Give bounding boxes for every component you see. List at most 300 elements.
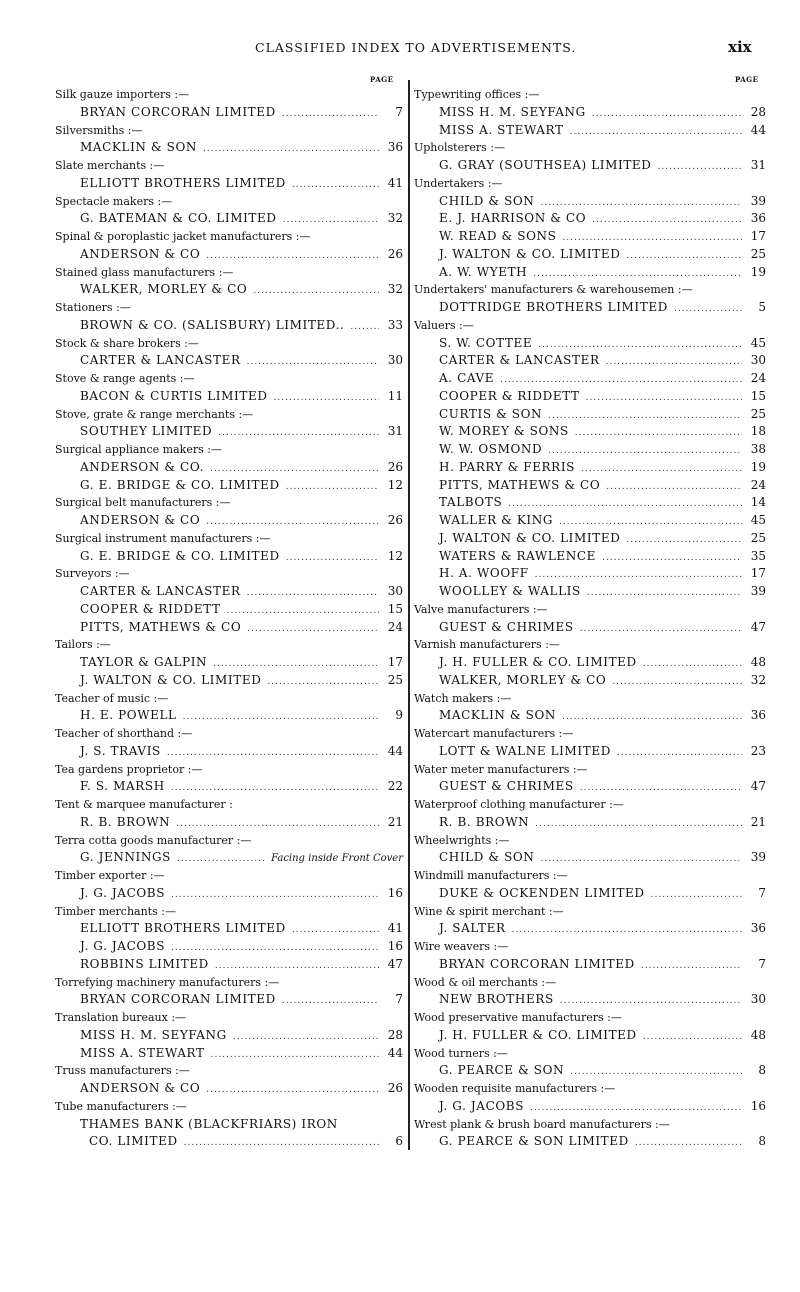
page-reference: 31: [387, 424, 403, 439]
page-reference: 48: [750, 1027, 766, 1042]
index-section: [414, 832, 766, 868]
advertiser-name: A. W. WYETH: [439, 264, 528, 279]
advertiser-name: H. E. POWELL: [80, 708, 177, 723]
index-section: [55, 903, 403, 974]
page-reference: 25: [387, 672, 403, 687]
advertiser-name: J. WALTON & CO. LIMITED: [439, 530, 621, 545]
dot-leader: [183, 709, 379, 727]
advertiser-name: J. G. JACOBS: [439, 1098, 525, 1113]
page-reference: 47: [750, 619, 766, 634]
dot-leader: [177, 851, 265, 869]
index-entry: [55, 743, 403, 761]
section-heading: Stock & share brokers :—: [55, 336, 199, 350]
advertiser-name: J. WALTON & CO. LIMITED: [80, 672, 262, 687]
index-entry: [414, 299, 766, 317]
page-reference: 7: [758, 956, 766, 971]
page-reference: 36: [387, 140, 403, 155]
index-section: [414, 725, 766, 761]
page-reference: 7: [395, 104, 403, 119]
dot-leader: [602, 550, 742, 568]
page-reference: 30: [750, 992, 766, 1007]
page-reference: 26: [387, 1081, 403, 1095]
index-entry: [414, 370, 766, 388]
advertiser-name: G. E. BRIDGE & CO. LIMITED: [80, 548, 280, 563]
index-section: [414, 974, 766, 1010]
index-entry: [55, 477, 403, 495]
dot-leader: [562, 709, 742, 727]
index-entry: [414, 494, 766, 512]
section-heading: Silk gauze importers :—: [55, 88, 190, 101]
advertiser-name: LOTT & WALNE LIMITED: [439, 743, 611, 758]
dot-leader: [540, 851, 742, 869]
advertiser-name: ROBBINS LIMITED: [80, 956, 209, 971]
page-reference: 16: [750, 1098, 766, 1113]
index-section: [414, 1080, 766, 1116]
page-reference: 26: [387, 459, 403, 474]
advertiser-name: WALKER, MORLEY & CO: [439, 672, 607, 687]
page-reference: 15: [750, 388, 766, 403]
page-reference: 24: [750, 371, 766, 385]
index-section: [414, 636, 766, 689]
page-reference: 6: [395, 1134, 403, 1149]
index-section: [55, 494, 403, 530]
dot-leader: [581, 461, 742, 479]
index-section: [414, 281, 766, 317]
section-heading: Timber exporter :—: [55, 869, 165, 882]
section-heading: Translation bureaux :—: [55, 1011, 187, 1024]
page-reference: 48: [750, 655, 766, 669]
dot-leader: [211, 1047, 379, 1065]
dot-leader: [575, 425, 742, 443]
page-reference: 45: [750, 335, 766, 350]
index-section: [55, 193, 403, 229]
page-reference: 41: [387, 921, 403, 936]
index-section: [414, 175, 766, 282]
advertiser-name: J. WALTON & CO. LIMITED: [439, 246, 621, 261]
index-section: [414, 601, 766, 637]
dot-leader: [643, 1029, 742, 1047]
page-reference: 15: [387, 601, 403, 616]
index-entry: [414, 920, 766, 938]
dot-leader: [247, 621, 379, 639]
advertiser-name: H. A. WOOFF: [439, 566, 529, 581]
dot-leader: [606, 479, 742, 497]
index-entry: [55, 512, 403, 530]
page-reference: 30: [750, 353, 766, 368]
index-entry: [414, 512, 766, 530]
index-section: [55, 761, 403, 797]
dot-leader: [651, 887, 742, 905]
advertiser-name: G. JENNINGS: [80, 850, 172, 865]
page-reference: 33: [387, 317, 403, 332]
advertiser-name: SOUTHEY LIMITED: [80, 424, 213, 439]
advertiser-name: J. H. FULLER & CO. LIMITED: [439, 655, 637, 669]
section-heading: Varnish manufacturers :—: [414, 638, 560, 652]
index-section: [414, 938, 766, 974]
advertiser-name: CARTER & LANCASTER: [439, 353, 600, 368]
advertiser-name: MACKLIN & SON: [439, 708, 556, 723]
index-entry: [414, 1098, 766, 1116]
section-heading: Watch makers :—: [414, 691, 512, 705]
advertiser-name: J. G. JACOBS: [80, 939, 166, 953]
advertiser-name: BACON & CURTIS LIMITED: [80, 388, 268, 403]
index-entry: [55, 1045, 403, 1063]
section-heading: Valve manufacturers :—: [414, 602, 548, 616]
index-entry: [55, 920, 403, 938]
page-reference: 47: [750, 779, 766, 794]
index-entry: [414, 1133, 766, 1151]
advertiser-name: COOPER & RIDDETT: [80, 601, 221, 616]
index-section: [55, 974, 403, 1010]
advertiser-name: S. W. COTTEE: [439, 335, 533, 350]
page-reference: 26: [387, 513, 403, 527]
page-reference: 9: [395, 708, 403, 723]
index-entry: [55, 707, 403, 725]
advertiser-name-continuation: CO. LIMITED: [89, 1134, 178, 1149]
section-heading: Tube manufacturers :—: [55, 1099, 187, 1113]
advertiser-name: MACKLIN & SON: [80, 140, 197, 155]
index-section: [414, 317, 766, 601]
advertiser-name: R. B. BROWN: [439, 814, 530, 829]
advertiser-name: ELLIOTT BROTHERS LIMITED: [80, 921, 286, 936]
advertiser-name: J. G. JACOBS: [80, 885, 166, 900]
section-heading: Undertakers' manufacturers & warehousemen :—: [414, 283, 693, 297]
advertiser-name: E. J. HARRISON & CO: [439, 211, 587, 226]
advertiser-name: MISS H. M. SEYFANG: [80, 1027, 227, 1042]
section-heading: Spinal & poroplastic jacket manufacturers :—: [55, 230, 311, 243]
page-reference: 39: [750, 850, 766, 865]
section-heading: Wood preservative manufacturers :—: [414, 1011, 622, 1024]
page-reference: 8: [758, 1063, 766, 1078]
index-section: [55, 1062, 403, 1098]
index-entry: [414, 530, 766, 548]
advertiser-name: COOPER & RIDDETT: [439, 388, 580, 403]
section-heading: Wood & oil merchants :—: [414, 975, 557, 989]
dot-leader: [606, 354, 742, 372]
index-section: [55, 796, 403, 832]
dot-leader: [587, 585, 742, 603]
dot-leader: [203, 141, 379, 159]
page-reference: 25: [750, 530, 766, 545]
index-entry: [414, 583, 766, 601]
dot-leader: [350, 319, 379, 337]
index-entry: [414, 459, 766, 477]
page-reference: 32: [750, 672, 766, 687]
index-entry: [55, 619, 403, 637]
index-entry: [55, 885, 403, 903]
dot-leader: [617, 745, 742, 763]
index-section: [55, 86, 403, 122]
index-entry: [414, 406, 766, 424]
section-heading: Stationers :—: [55, 301, 131, 314]
page-reference: 39: [750, 193, 766, 208]
advertiser-name: ANDERSON & CO.: [80, 459, 204, 474]
dot-leader: [282, 993, 379, 1011]
index-entry: [55, 1027, 403, 1045]
advertiser-name: BRYAN CORCORAN LIMITED: [80, 992, 276, 1007]
section-heading: Wooden requisite manufacturers :—: [414, 1082, 616, 1095]
dot-leader: [658, 159, 742, 177]
page-reference: 19: [750, 264, 766, 279]
index-section: [414, 761, 766, 797]
dot-leader: [612, 674, 742, 692]
index-entry: [55, 956, 403, 974]
advertiser-name: G. GRAY (SOUTHSEA) LIMITED: [439, 158, 652, 172]
page-reference: 12: [387, 548, 403, 563]
page-reference: 28: [387, 1027, 403, 1042]
advertiser-name: W. READ & SONS: [439, 229, 557, 243]
advertiser-name: GUEST & CHRIMES: [439, 619, 574, 634]
page-reference: 7: [758, 885, 766, 900]
advertiser-name: G. E. BRIDGE & CO. LIMITED: [80, 477, 280, 492]
page-reference: 16: [387, 939, 403, 953]
dot-leader: [512, 922, 742, 940]
advertiser-name: CARTER & LANCASTER: [80, 584, 241, 598]
advertiser-name: ANDERSON & CO: [80, 513, 201, 527]
page-reference: 44: [387, 1045, 403, 1060]
index-entry: [414, 956, 766, 974]
index-section: [414, 86, 766, 139]
page-reference: 39: [750, 584, 766, 598]
index-entry: [414, 104, 766, 122]
section-heading: Wheelwrights :—: [414, 833, 510, 847]
index-entry: [414, 335, 766, 353]
dot-leader: [586, 390, 742, 408]
section-heading: Wire weavers :—: [414, 940, 509, 953]
page-reference: 47: [387, 956, 403, 971]
page-reference: 30: [387, 584, 403, 598]
advertiser-name: TAYLOR & GALPIN: [80, 655, 208, 669]
page-reference: 17: [387, 655, 403, 669]
advertiser-name: J. H. FULLER & CO. LIMITED: [439, 1027, 637, 1042]
page-reference: 24: [387, 619, 403, 634]
index-section: [55, 406, 403, 442]
page-reference: Facing inside Front Cover: [271, 853, 403, 865]
page-reference: 17: [750, 566, 766, 581]
page-reference: 24: [750, 477, 766, 492]
section-heading: Truss manufacturers :—: [55, 1064, 190, 1078]
index-section: [55, 1098, 403, 1151]
section-heading: Wrest plank & brush board manufacturers :—: [414, 1117, 670, 1131]
index-section: [55, 867, 403, 903]
page-reference: 38: [750, 442, 766, 456]
section-heading: Tailors :—: [55, 638, 111, 652]
advertiser-name: DOTTRIDGE BROTHERS LIMITED: [439, 300, 668, 314]
page-reference: 36: [750, 708, 766, 723]
section-heading: Surgical appliance makers :—: [55, 443, 222, 456]
running-title: CLASSIFIED INDEX TO ADVERTISEMENTS.: [255, 40, 577, 55]
index-entry: [55, 352, 403, 370]
page-reference: 36: [750, 921, 766, 936]
index-section: [414, 690, 766, 726]
dot-leader: [548, 443, 742, 461]
page-reference: 44: [750, 122, 766, 137]
section-heading: Upholsterers :—: [414, 141, 505, 155]
section-heading: Slate merchants :—: [55, 159, 165, 172]
advertiser-name: CHILD & SON: [439, 850, 535, 865]
advertiser-name: F. S. MARSH: [80, 779, 165, 794]
dot-leader: [626, 532, 742, 550]
dot-leader: [580, 621, 742, 639]
advertiser-name: BROWN & CO. (SALISBURY) LIMITED..: [80, 317, 345, 332]
section-heading: Surgical instrument manufacturers :—: [55, 531, 271, 545]
dot-leader: [674, 301, 742, 319]
index-entry: [414, 565, 766, 583]
index-entry: [414, 1027, 766, 1045]
page-reference: 45: [750, 513, 766, 527]
index-entry: [55, 139, 403, 157]
advertiser-name: MISS H. M. SEYFANG: [439, 104, 586, 119]
page-reference: 26: [387, 246, 403, 261]
left-column: [55, 86, 403, 1151]
dot-leader: [171, 887, 379, 905]
page-reference: 32: [387, 282, 403, 297]
index-section: [55, 122, 403, 158]
index-entry: [55, 849, 403, 867]
dot-leader: [635, 1135, 742, 1153]
advertiser-name: TALBOTS: [439, 495, 503, 510]
section-heading: Stove, grate & range merchants :—: [55, 407, 254, 421]
section-heading: Teacher of shorthand :—: [55, 727, 193, 740]
index-section: [55, 157, 403, 193]
column-divider: [408, 80, 410, 1150]
index-entry: [55, 778, 403, 796]
index-section: [414, 1045, 766, 1081]
page-reference: 21: [387, 814, 403, 829]
right-column: [414, 86, 766, 1151]
advertiser-name: WATERS & RAWLENCE: [439, 548, 596, 563]
index-entry: [414, 228, 766, 246]
dot-leader: [247, 354, 379, 372]
page-reference: 31: [750, 158, 766, 172]
index-section: [55, 1009, 403, 1062]
advertiser-name: BRYAN CORCORAN LIMITED: [80, 104, 276, 119]
page-reference: 19: [750, 459, 766, 474]
section-heading: Terra cotta goods manufacturer :—: [55, 833, 252, 847]
index-entry: [414, 477, 766, 495]
index-entry: [414, 814, 766, 832]
dot-leader: [286, 550, 379, 568]
page-reference: 23: [750, 743, 766, 758]
section-heading: Tent & marquee manufacturer :: [55, 798, 233, 811]
page-reference: 35: [750, 548, 766, 563]
index-section: [414, 903, 766, 939]
section-heading: Waterproof clothing manufacturer :—: [414, 798, 624, 811]
index-section: [55, 690, 403, 726]
advertiser-name: R. B. BROWN: [80, 814, 171, 829]
index-section: [55, 299, 403, 335]
advertiser-name: BRYAN CORCORAN LIMITED: [439, 956, 635, 971]
section-heading: Undertakers :—: [414, 176, 503, 190]
index-entry: [414, 885, 766, 903]
index-entry: [414, 654, 766, 672]
index-entry: [414, 778, 766, 796]
index-section: [414, 1009, 766, 1045]
section-heading: Typewriting offices :—: [414, 88, 540, 101]
page-reference: 12: [387, 477, 403, 492]
section-heading: Windmill manufacturers :—: [414, 869, 568, 882]
advertiser-name: G. PEARCE & SON LIMITED: [439, 1134, 629, 1149]
index-entry: [414, 388, 766, 406]
page-reference: 36: [750, 211, 766, 226]
index-section: [55, 335, 403, 371]
index-section: [55, 228, 403, 264]
page-reference: 14: [750, 495, 766, 510]
index-entry: [414, 743, 766, 761]
index-entry: [55, 175, 403, 193]
index-section: [414, 867, 766, 903]
page-reference: 18: [750, 424, 766, 439]
index-section: [55, 264, 403, 300]
advertiser-name: MISS A. STEWART: [439, 122, 564, 137]
index-section: [55, 565, 403, 636]
index-entry: [55, 601, 403, 619]
index-entry: [55, 583, 403, 601]
index-entry: [414, 991, 766, 1009]
index-entry: [414, 548, 766, 566]
section-heading: Wood turners :—: [414, 1046, 508, 1060]
dot-leader: [227, 603, 379, 621]
section-heading: Torrefying machinery manufacturers :—: [55, 975, 280, 989]
section-heading: Water meter manufacturers :—: [414, 762, 588, 776]
dot-leader: [535, 816, 742, 834]
index-section: [55, 370, 403, 406]
dot-leader: [641, 958, 742, 976]
index-entry: [55, 246, 403, 264]
index-entry: [414, 122, 766, 140]
advertiser-name: A. CAVE: [439, 371, 495, 385]
index-entry: [414, 423, 766, 441]
page-reference: 41: [387, 175, 403, 190]
dot-leader: [292, 922, 379, 940]
page-reference: 16: [387, 885, 403, 900]
dot-leader: [282, 106, 379, 124]
advertiser-name: G. BATEMAN & CO. LIMITED: [80, 211, 277, 226]
page-reference: 8: [758, 1134, 766, 1149]
dot-leader: [247, 585, 379, 603]
index-entry: [414, 619, 766, 637]
advertiser-name: J. S. TRAVIS: [80, 743, 161, 758]
index-section: [55, 530, 403, 566]
dot-leader: [233, 1029, 379, 1047]
advertiser-name: CURTIS & SON: [439, 406, 543, 421]
page-column-label-left: PAGE: [370, 75, 394, 84]
index-entry: [414, 264, 766, 282]
index-entry: [55, 423, 403, 441]
index-entry: [55, 991, 403, 1009]
section-heading: Silversmiths :—: [55, 123, 143, 137]
advertiser-name: WALLER & KING: [439, 513, 554, 527]
advertiser-name: ANDERSON & CO: [80, 246, 201, 261]
section-heading: Timber merchants :—: [55, 904, 176, 918]
index-entry: [55, 1116, 403, 1134]
advertiser-name: J. SALTER: [439, 921, 506, 936]
advertiser-name: PITTS, MATHEWS & CO: [80, 619, 242, 634]
index-entry: [414, 210, 766, 228]
section-heading: Spectacle makers :—: [55, 194, 173, 208]
index-entry: [55, 459, 403, 477]
page-number: xix: [728, 38, 752, 56]
dot-leader: [218, 425, 379, 443]
advertiser-name: ELLIOTT BROTHERS LIMITED: [80, 175, 286, 190]
section-heading: Valuers :—: [414, 318, 474, 332]
index-entry: [55, 104, 403, 122]
advertiser-name: WOOLLEY & WALLIS: [439, 584, 581, 598]
dot-leader: [253, 283, 379, 301]
advertiser-name: NEW BROTHERS: [439, 992, 554, 1007]
page-reference: 22: [387, 779, 403, 794]
index-entry: [414, 352, 766, 370]
